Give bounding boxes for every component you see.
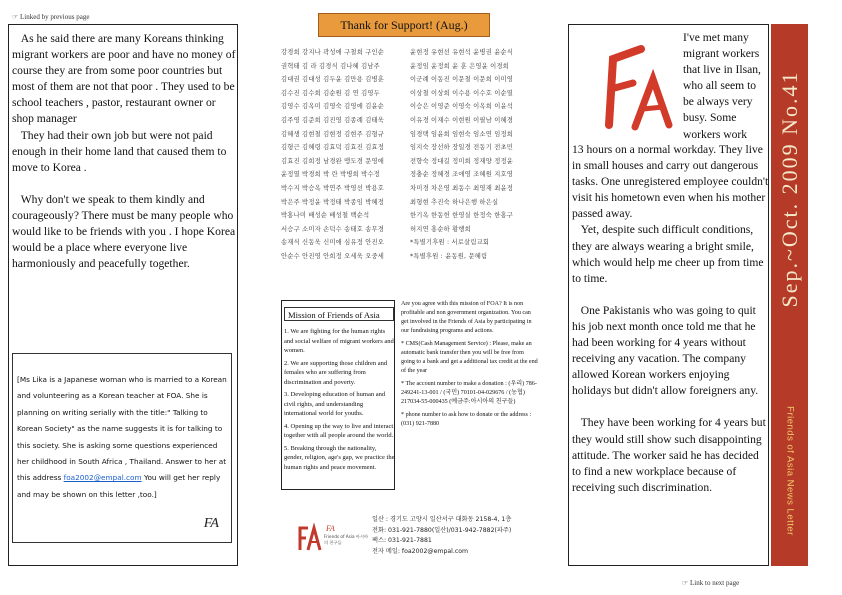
donor-row [281, 223, 539, 237]
foa-logo [204, 516, 219, 532]
right-article-column [568, 24, 769, 566]
donor-names: 박수지 박승옥 박연주 박영선 박용호 [281, 184, 385, 192]
contact-fax: 팩스: 031-921-7881 [372, 537, 432, 545]
donor-names: 한기옥 한동헌 한영실 한정숙 한홍구 [410, 212, 514, 220]
newsletter-title-text: Friends of Asia News Letter [784, 406, 795, 536]
donor-names: 김혜생 김현철 김현정 김현주 김형규 [281, 130, 385, 138]
note-text-end: You will get her reply and may be shown on this letter ,too.] [17, 473, 221, 499]
donor-row [281, 128, 539, 142]
mission-item: 1. We are fighting for the human rights and social welfare of migrant workers and women. [284, 328, 394, 354]
donor-names: 임경택 임윤희 임현숙 임소연 임정희 [410, 130, 514, 138]
donor-row [281, 46, 539, 60]
foa-logo-text: FA [203, 515, 219, 531]
previous-page-link[interactable]: ☞ Linked by previous page [12, 13, 90, 21]
donor-names: 김주영 김준희 김진영 김종례 김태욱 [281, 116, 385, 124]
donor-list [281, 46, 539, 276]
donor-names: 윤정임 윤정희 윤 훈 은영윤 이경희 [410, 62, 509, 70]
friends-of-asia-logo [296, 520, 368, 556]
right-paragraph-4: They have been working for 4 years but they would still show such disappointing attitude. The worker said he has decided to find a new workplace because of receiving such discrimination. [572, 416, 766, 494]
mission-title: Mission of Friends of Asia [284, 307, 394, 321]
donor-names: *특별기후원 : 서로살림교회 [410, 239, 490, 247]
donor-names: 박홍나미 배성순 배성철 백순석 [281, 212, 370, 220]
donor-names: 이군례 이동진 이문철 이문희 이미영 [410, 76, 514, 84]
mission-item: 5. Breaking through the nationality, gender, religion, age's gap, we practice the human rights and peace movement. [284, 444, 395, 471]
donor-names: 윤정열 박경희 박 란 박병희 박수정 [281, 171, 380, 179]
donor-names: 정충순 정혜경 조애영 조혜원 지호영 [410, 171, 514, 179]
mission-box [281, 300, 395, 490]
donor-names: 전향숙 정대길 정미희 정재양 정정윤 [410, 157, 514, 165]
donor-row [281, 100, 539, 114]
intro-line: that live in Ilsan, [683, 63, 761, 77]
fa-logo-icon [595, 37, 675, 137]
donor-names: 서승구 소미자 손덕수 송태호 송무경 [281, 225, 385, 233]
issue-date-text: Sep.~Oct. 2009 No.41 [776, 70, 802, 308]
donor-names: 박은주 박정윤 박정태 박종임 박혜정 [281, 198, 385, 206]
issue-date [771, 24, 808, 354]
mission-item: 4. Opening up the way to live and interact together with all people around the world. [284, 422, 394, 439]
left-paragraph-1: As he said there are many Koreans thinking migrant workers are poor and have no money of course they are from some poor countries but most of them are not that poor . They used to be school teachers , pastor, restaurant owner or shop manager [12, 32, 236, 126]
right-paragraph-2: Yet, despite such difficult conditions, they are always wearing a bright smile, which would help me cheer up from time to time. [572, 223, 764, 285]
thanks-title: Thank for Support! (Aug.) [318, 13, 490, 37]
left-paragraph-2: They had their own job but were not paid enough in their home land that caused them to move to Korea . [12, 128, 227, 174]
support-info [398, 300, 539, 490]
donor-names: 송재식 신동욱 신미애 심유정 안진오 [281, 239, 385, 247]
foa-logo-text: FA [326, 524, 335, 533]
donor-names: 임지숙 장선하 장일경 전동기 전초민 [410, 144, 514, 152]
left-paragraph-3: Why don't we speak to them kindly and courageously? There must be many people who would like to be friends with you . I hope Korea would be a place where everyone live harmoniously and peacefully together. [12, 192, 236, 271]
intro-line: be always very [683, 95, 753, 109]
issue-banner [771, 24, 808, 566]
donor-names: 안순수 안진영 안희정 오세욱 오중세 [281, 252, 385, 260]
donor-row [281, 250, 539, 264]
donor-names: 이유경 이재수 이현원 이필남 이혜경 [410, 116, 514, 124]
donor-names: 김대권 김대성 김두윤 김만용 김병훈 [281, 76, 385, 84]
left-article-column [8, 24, 238, 566]
next-page-link[interactable]: ☞ Link to next page [682, 579, 740, 587]
contact-email[interactable]: 전자 메일: foa2002@empal.com [372, 547, 469, 555]
donor-names: 허지연 홍순하 황행희 [410, 225, 471, 233]
mission-item: 2. We are supporting those children and females who are suffering from discrimination and poverty. [284, 359, 388, 386]
contact-phone: 전화: 031-921-7880(일산)/031-942-7882(파주) [372, 526, 512, 534]
donor-row [281, 60, 539, 74]
note-text: [Ms Lika is a Japanese woman who is married to a Korean and volunteering as a Korean teacher at FOA. She is planning on writing serially with the title:" Talking to Korean Society" as the name suggests it is for talking to this society. She is asking some questions experienced her childhood in South Africa , Thailand. Answer to her at this address [17, 375, 227, 483]
donor-names: *특별후원 : 윤동원, 문혜림 [410, 252, 488, 260]
right-article-text [572, 142, 770, 496]
mission-item: 3. Developing education of human and civil rights, and understanding international world for youths. [284, 391, 386, 417]
donor-names: 김수진 김수희 김순원 김 연 김영두 [281, 89, 380, 97]
support-paragraph: Are you agree with this mission of FOA? It is non profitable and non government organization. You can get involved in the Friends of Asia by participating in our fundraising programs and actions. [401, 301, 532, 334]
donor-names: 권혁태 김 라 김경식 김나혜 김남주 [281, 62, 380, 70]
mission-list [284, 327, 396, 475]
donor-row [281, 168, 539, 182]
donor-row [281, 236, 539, 250]
intro-line: workers work [683, 127, 748, 141]
intro-line: busy. Some [683, 111, 737, 125]
donor-names: 강경희 강지나 곽성애 구철희 구인순 [281, 49, 385, 56]
foa-logo-caption: Friends of Asia 아시아의 친구들 [324, 534, 368, 545]
right-paragraph-3: One Pakistanis who was going to quit his job next month once told me that he had been working for 4 years without receiving any vacation. The company allowed Korean workers enjoying holidays but didn't allow foreigners any. [572, 303, 759, 398]
intro-line: migrant workers [683, 47, 760, 61]
contact-info [372, 515, 542, 557]
large-fa-logo [595, 37, 675, 137]
intro-line: I've met many [683, 31, 749, 44]
newsletter-title [771, 376, 808, 566]
donor-row [281, 114, 539, 128]
donor-names: 이상철 이상희 이수용 이수호 이순열 [410, 89, 514, 97]
right-article-intro [683, 30, 767, 143]
donor-row [281, 196, 539, 210]
donor-names: 김형근 김혜령 김효덕 김효진 김효정 [281, 144, 385, 152]
donor-names: 이승은 이영준 이영숙 이옥희 이윤석 [410, 103, 514, 111]
support-paragraph: * phone number to ask how to donate or the address : (031) 921-7880 [401, 412, 532, 427]
donor-row [281, 141, 539, 155]
donor-names: 김영수 김옥미 김영숙 김영애 김윤순 [281, 103, 385, 111]
donor-names: 차미경 차은영 최동수 최영재 최윤정 [410, 184, 514, 192]
donor-row [281, 87, 539, 101]
donor-names: 김효진 김희정 남경완 맹도경 문영애 [281, 157, 385, 165]
note-email-link[interactable]: foa2002@empal.com [63, 473, 142, 483]
right-paragraph-1: 13 hours on a normal workday. They live in small houses and carry out dangerous tasks. One unregistered employee couldn't visit his hometown even when his mother passed away. [572, 143, 769, 221]
author-note-box [12, 353, 232, 543]
donor-row [281, 155, 539, 169]
intro-line: who all seem to [683, 79, 757, 93]
donor-row [281, 73, 539, 87]
donor-row [281, 182, 539, 196]
support-paragraph: * CMS(Cash Management Service) : Please, make an automatic bank transfer then you will be free from going to a bank and get a additional tax credit at the end of the year [401, 341, 538, 374]
support-paragraph: * The account number to make a donation : (우리) 786-249241-13-001 / (국민) 70101-04-029676 / (농협) 217034-55-000435 (예금주:아시아의 친구들) [401, 381, 537, 405]
contact-address: 일산 : 경기도 고양시 일산서구 대화동 2158-4, 1층 [372, 516, 512, 523]
donor-names: 최형현 추진숙 하나은행 하은실 [410, 198, 499, 206]
left-article-text [12, 31, 238, 272]
donor-row [281, 209, 539, 223]
donor-names: 윤현정 유현선 유현석 윤병권 윤순식 [410, 49, 514, 56]
